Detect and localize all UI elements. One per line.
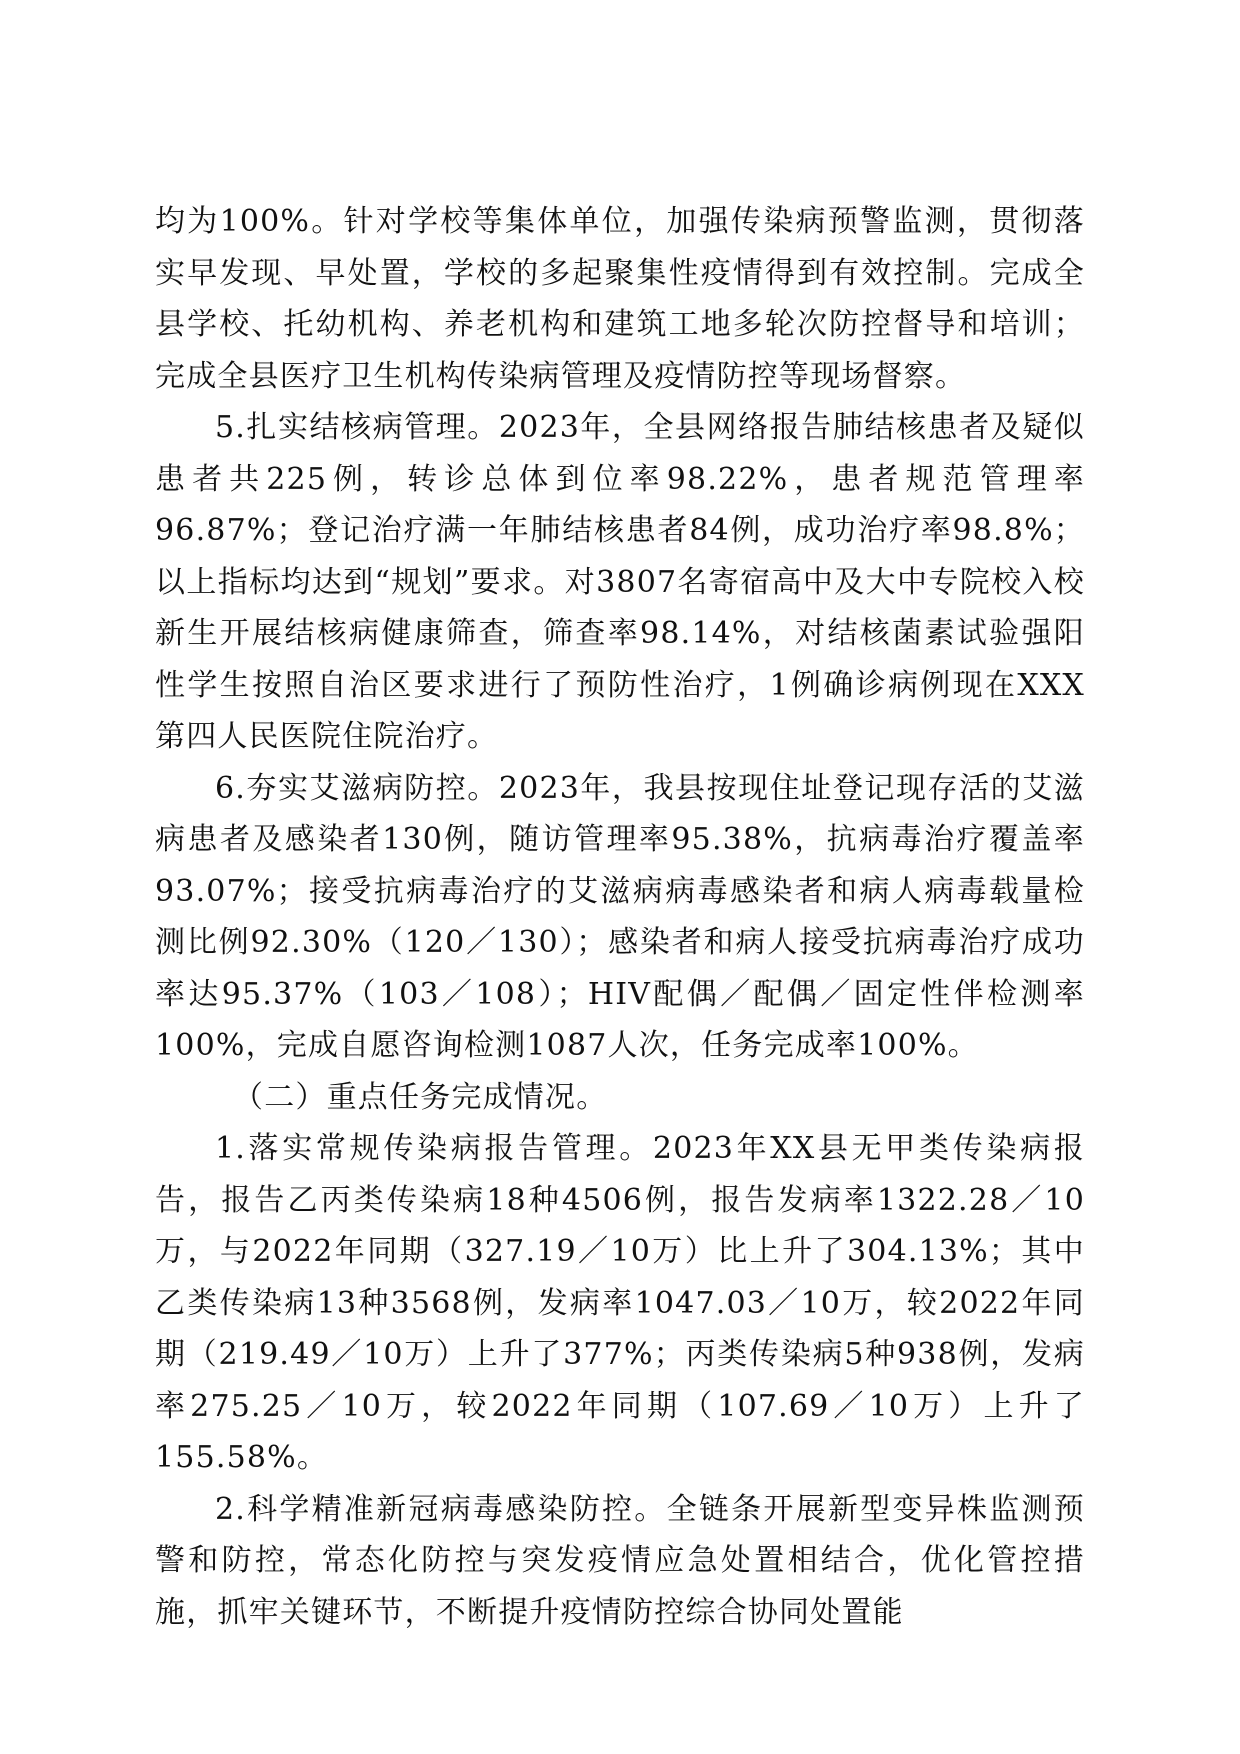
document-page xyxy=(155,196,1085,1638)
paragraph-aids: 6.夯实艾滋病防控。2023年，我县按现住址登记现存活的艾滋病患者及感染者130例，随访管理率95.38%，抗病毒治疗覆盖率93.07%；接受抗病毒治疗的艾滋病病毒感染者和病人病毒载量检测比例92.30%（120／130）；感染者和病人接受抗病毒治疗成功率达95.37%（103／108）；HIV配偶／配偶／固定性伴检测率100%，完成自愿咨询检测1087人次，任务完成率100%。 xyxy=(155,770,1085,1063)
paragraph-covid-control: 2.科学精准新冠病毒感染防控。全链条开展新型变异株监测预警和防控，常态化防控与突发疫情应急处置相结合，优化管控措施，抓牢关键环节，不断提升疫情防控综合协同处置能 xyxy=(155,1491,1085,1630)
paragraph-infectious-disease-report: 1.落实常规传染病报告管理。2023年XX县无甲类传染病报告，报告乙丙类传染病18种4506例，报告发病率1322.28／10万，与2022年同期（327.19／10万）比上升了304.13%；其中乙类传染病13种3568例，发病率1047.03／10万，较2022年同期（219.49／10万）上升了377%；丙类传染病5种938例，发病率275.25／10万，较2022年同期（107.69／10万）上升了155.58%。 xyxy=(155,1131,1085,1475)
paragraph-continuation: 均为100%。针对学校等集体单位，加强传染病预警监测，贯彻落实早发现、早处置，学校的多起聚集性疫情得到有效控制。完成全县学校、托幼机构、养老机构和建筑工地多轮次防控督导和培训；完成全县医疗卫生机构传染病管理及疫情防控等现场督察。 xyxy=(155,204,1085,394)
paragraph-tuberculosis: 5.扎实结核病管理。2023年，全县网络报告肺结核患者及疑似患者共225例，转诊总体到位率98.22%，患者规范管理率96.87%；登记治疗满一年肺结核患者84例，成功治疗率98.8%；以上指标均达到“规划”要求。对3807名寄宿高中及大中专院校入校新生开展结核病健康筛查，筛查率98.14%，对结核菌素试验强阳性学生按照自治区要求进行了预防性治疗，1例确诊病例现在XXX第四人民医院住院治疗。 xyxy=(155,410,1085,754)
section-heading: （二）重点任务完成情况。 xyxy=(233,1079,608,1115)
